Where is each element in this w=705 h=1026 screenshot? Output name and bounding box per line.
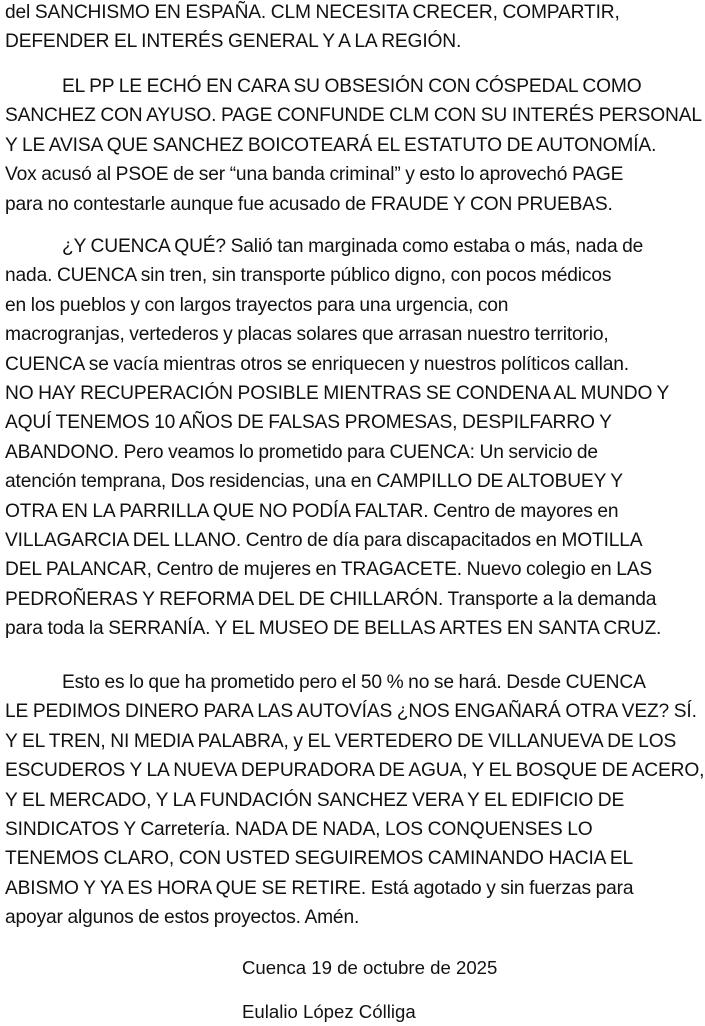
text-line: en los pueblos y con largos trayectos para una urgencia, con bbox=[5, 294, 509, 316]
text-line: VILLAGARCIA DEL LLANO. Centro de día para discapacitados en MOTILLA bbox=[5, 529, 643, 551]
text-line: apoyar algunos de estos proyectos. Amén. bbox=[5, 907, 360, 929]
text-line: ABANDONO. Pero veamos lo prometido para CUENCA: Un servicio de bbox=[5, 441, 598, 463]
text-line: macrogranjas, vertederos y placas solares que arrasan nuestro territorio, bbox=[5, 324, 609, 346]
text-line: CUENCA se vacía mientras otros se enriquecen y nuestros políticos callan. bbox=[5, 353, 629, 375]
text-line: DEFENDER EL INTERÉS GENERAL Y A LA REGIÓN. bbox=[5, 31, 462, 53]
paragraph-1 bbox=[5, 0, 620, 57]
text-line: NO HAY RECUPERACIÓN POSIBLE MIENTRAS SE CONDENA AL MUNDO Y bbox=[5, 382, 670, 404]
text-line: AQUÍ TENEMOS 10 AÑOS DE FALSAS PROMESAS, DESPILFARRO Y bbox=[5, 412, 612, 434]
text-line: Y EL MERCADO, Y LA FUNDACIÓN SANCHEZ VERA Y EL EDIFICIO DE bbox=[5, 789, 625, 811]
signoff-date: Cuenca 19 de octubre de 2025 bbox=[242, 957, 498, 978]
text-line: Esto es lo que ha prometido pero el 50 % no se hará. Desde CUENCA bbox=[62, 672, 646, 693]
text-line: Y LE AVISA QUE SANCHEZ BOICOTEARÁ EL ESTATUTO DE AUTONOMÍA. bbox=[5, 134, 657, 156]
text-line: TENEMOS CLARO, CON USTED SEGUIREMOS CAMINANDO HACIA EL bbox=[5, 848, 634, 870]
text-line: Vox acusó al PSOE de ser “una banda criminal” y esto lo aprovechó PAGE bbox=[5, 164, 624, 186]
text-line: ABISMO Y YA ES HORA QUE SE RETIRE. Está agotado y sin fuerzas para bbox=[5, 877, 634, 899]
paragraph-2 bbox=[5, 72, 702, 219]
text-line: DEL PALANCAR, Centro de mujeres en TRAGACETE. Nuevo colegio en LAS bbox=[5, 559, 653, 581]
text-line: LE PEDIMOS DINERO PARA LAS AUTOVÍAS ¿NOS ENGAÑARÁ OTRA VEZ? SÍ. bbox=[5, 701, 697, 723]
paragraph-3 bbox=[5, 232, 669, 643]
text-line: ¿Y CUENCA QUÉ? Salió tan marginada como estaba o más, nada de bbox=[62, 236, 644, 257]
text-line: PEDROÑERAS Y REFORMA DEL DE CHILLARÓN. Transporte a la demanda bbox=[5, 588, 657, 610]
paragraph-4 bbox=[5, 668, 704, 933]
text-line: ESCUDEROS Y LA NUEVA DEPURADORA DE AGUA, Y EL BOSQUE DE ACERO, bbox=[5, 760, 705, 782]
text-line: OTRA EN LA PARRILLA QUE NO PODÍA FALTAR. Centro de mayores en bbox=[5, 500, 619, 522]
letter-page bbox=[5, 0, 703, 1024]
signoff-author: Eulalio López Cólliga bbox=[242, 1001, 416, 1022]
text-line: SINDICATOS Y Carretería. NADA DE NADA, LOS CONQUENSES LO bbox=[5, 818, 593, 840]
text-line: para toda la SERRANÍA. Y EL MUSEO DE BELLAS ARTES EN SANTA CRUZ. bbox=[5, 618, 662, 640]
text-line: para no contestarle aunque fue acusado de FRAUDE Y CON PRUEBAS. bbox=[5, 193, 613, 215]
text-line: del SANCHISMO EN ESPAÑA. CLM NECESITA CRECER, COMPARTIR, bbox=[5, 2, 620, 23]
text-line: SANCHEZ CON AYUSO. PAGE CONFUNDE CLM CON SU INTERÉS PERSONAL bbox=[5, 105, 702, 127]
text-line: Y EL TREN, NI MEDIA PALABRA, y EL VERTEDERO DE VILLANUEVA DE LOS bbox=[5, 730, 677, 752]
text-line: EL PP LE ECHÓ EN CARA SU OBSESIÓN CON CÓSPEDAL COMO bbox=[62, 76, 642, 97]
text-line: nada. CUENCA sin tren, sin transporte público digno, con pocos médicos bbox=[5, 265, 612, 287]
text-line: atención temprana, Dos residencias, una en CAMPILLO DE ALTOBUEY Y bbox=[5, 471, 623, 493]
